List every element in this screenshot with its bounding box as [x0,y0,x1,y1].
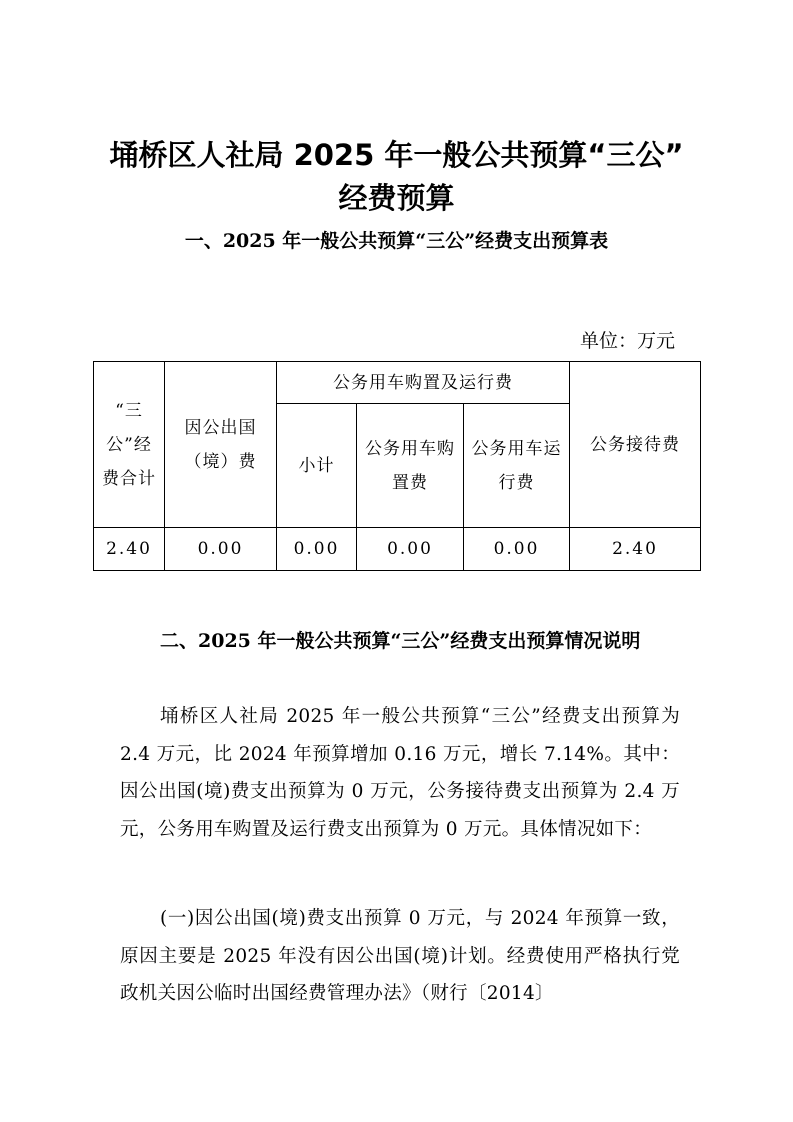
paragraph-summary: 埇桥区人社局 2025 年一般公共预算“三公”经费支出预算为 2.4 万元，比 2024 年预算增加 0.16 万元，增长 7.14%。其中：因公出国(境)费支出预算为 0 万元，公务接待费支出预算为 2.4 万元，公务用车购置及运行费支出预算为 0 万元。具体情况如下： [120,706,680,840]
section-1-heading: 一、2025 年一般公共预算“三公”经费支出预算表 [184,230,609,252]
section-2-heading: 二、2025 年一般公共预算“三公”经费支出预算情况说明 [160,630,641,652]
cell-reception: 2.40 [570,528,701,571]
cell-vehicle-operation: 0.00 [464,528,570,571]
header-vehicle-purchase: 公务用车购置费 [357,404,464,528]
document-title-line-2: 经费预算 [338,181,455,215]
cell-overseas: 0.00 [165,528,277,571]
cell-vehicle-purchase: 0.00 [357,528,464,571]
budget-table [93,361,701,571]
table-header-row-1 [94,362,701,404]
header-reception: 公务接待费 [570,362,701,528]
header-vehicle-group: 公务用车购置及运行费 [277,362,570,404]
header-vehicle-subtotal: 小计 [277,404,357,528]
header-vehicle-operation: 公务用车运行费 [464,404,570,528]
header-total: “三公”经费合计 [94,362,165,528]
paragraph-overseas: (一)因公出国(境)费支出预算 0 万元，与 2024 年预算一致，原因主要是 2025 年没有因公出国(境)计划。经费使用严格执行党政机关因公临时出国经费管理办法》（财行〔2014〕 [120,908,680,1004]
cell-vehicle-subtotal: 0.00 [277,528,357,571]
table-row [94,528,701,571]
document-title-line-1: 埇桥区人社局 2025 年一般公共预算“三公” [109,138,684,172]
cell-total: 2.40 [94,528,165,571]
unit-label: 单位：万元 [579,330,675,352]
header-overseas: 因公出国（境）费 [165,362,277,528]
